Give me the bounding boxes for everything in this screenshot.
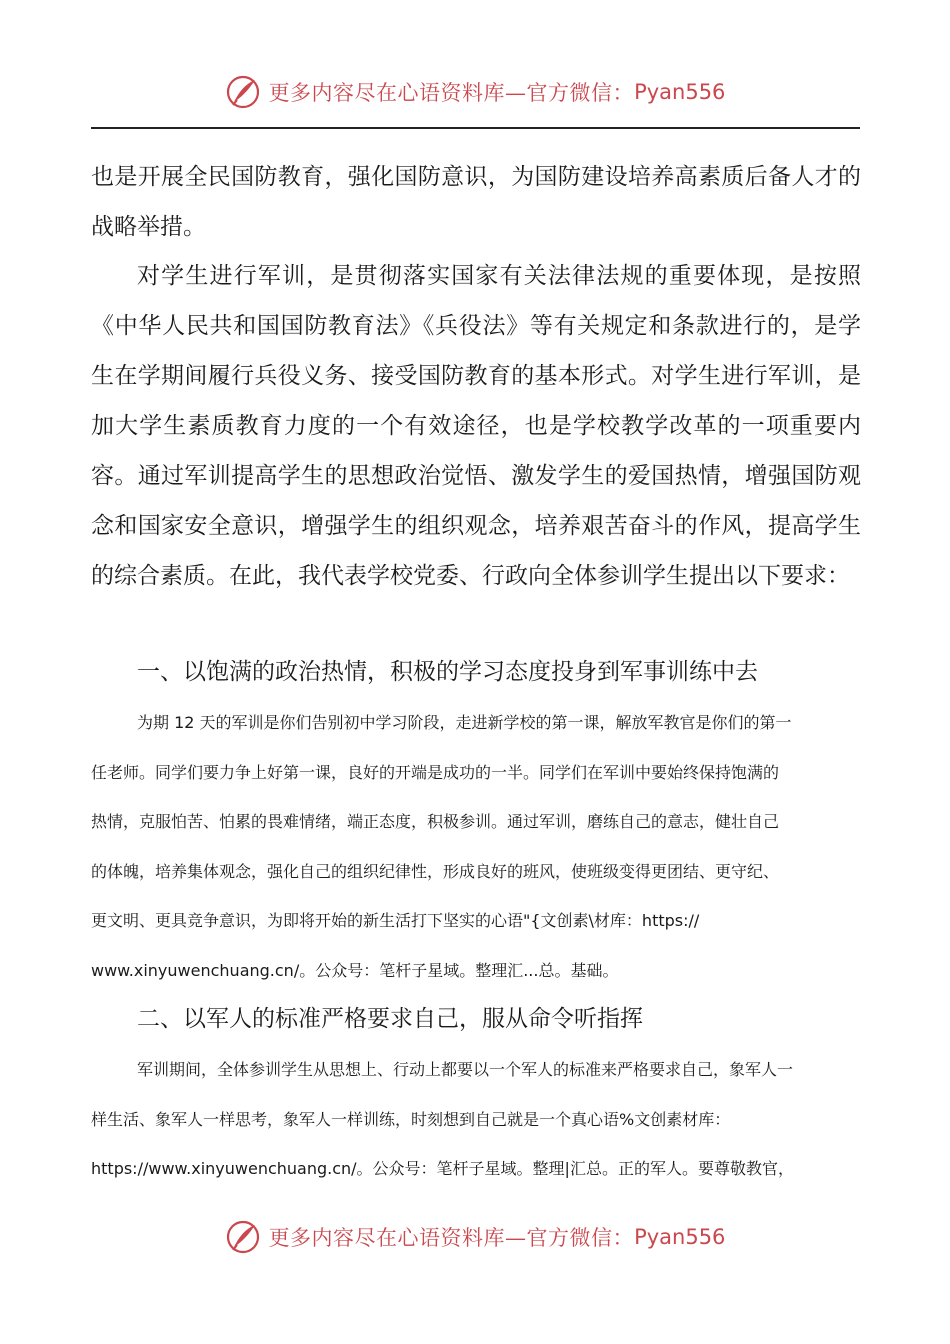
paragraph-1: 也是开展全民国防教育，强化国防意识，为国防建设培养高素质后备人才的战略举措。 xyxy=(91,164,861,240)
section-heading-1: 一、以饱满的政治热情，积极的学习态度投身到军事训练中去 xyxy=(137,659,758,685)
section-heading-2: 二、以军人的标准严格要求自己，服从命令听指挥 xyxy=(137,1006,643,1032)
paragraph-3-line: 的体魄，培养集体观念，强化自己的组织纪律性，形成良好的班风，使班级变得更团结、更守纪、 xyxy=(91,861,780,881)
banner-text: 更多内容尽在心语资料库—官方微信： xyxy=(268,1226,635,1250)
header-divider xyxy=(91,127,860,129)
banner-text: 更多内容尽在心语资料库—官方微信： xyxy=(268,81,635,105)
quill-logo-icon xyxy=(225,74,261,110)
paragraph-4-line: https://www.xinyuwenchuang.cn/。公众号：笔杆子星域。整理|汇总。正的军人。要尊敬教官， xyxy=(91,1159,794,1178)
paragraph-3-line: www.xinyuwenchuang.cn/。公众号：笔杆子星域。整理汇...总。基础。 xyxy=(91,960,619,980)
paragraph-3-line: 任老师。同学们要力争上好第一课，良好的开端是成功的一半。同学们在军训中要始终保持饱满的 xyxy=(91,762,780,782)
paragraph-3-line: 热情，克服怕苦、怕累的畏难情绪，端正态度，积极参训。通过军训，磨练自己的意志，健壮自己 xyxy=(91,812,780,831)
paragraph-2: 对学生进行军训，是贯彻落实国家有关法律法规的重要体现，是按照《中华人民共和国国防教育法》《兵役法》等有关规定和条款进行的，是学生在学期间履行兵役义务、接受国防教育的基本形式。对学生进行军训，是加大学生素质教育力度的一个有效途径，也是学校教学改革的一项重要内容。通过军训提高学生的思想政治觉悟、激发学生的爱国热情，增强国防观念和国家安全意识，增强学生的组织观念，培养艰苦奋斗的作风，提高学生的综合素质。在此，我代表学校党委、行政向全体参训学生提出以下要求： xyxy=(91,263,861,589)
paragraph-3 xyxy=(91,698,861,995)
header-banner xyxy=(0,72,950,112)
paragraph-4 xyxy=(91,1045,861,1194)
quill-logo-icon xyxy=(225,1219,261,1255)
paragraph-3-line: 更文明、更具竞争意识，为即将开始的新生活打下坚实的心语"{文创素\材库：https:// xyxy=(91,911,700,930)
banner-wechat-id: Pyan556 xyxy=(634,80,726,104)
banner-wechat-id: Pyan556 xyxy=(634,1225,726,1249)
footer-banner xyxy=(0,1217,950,1257)
paragraph-4-line: 军训期间，全体参训学生从思想上、行动上都要以一个军人的标准来严格要求自己，象军人一 xyxy=(137,1060,794,1079)
paragraph-3-line: 为期 12 天的军训是你们告别初中学习阶段，走进新学校的第一课，解放军教官是你们的第一 xyxy=(137,713,792,732)
paragraph-4-line: 样生活、象军人一样思考，象军人一样训练，时刻想到自己就是一个真心语%文创素材库： xyxy=(91,1109,731,1129)
